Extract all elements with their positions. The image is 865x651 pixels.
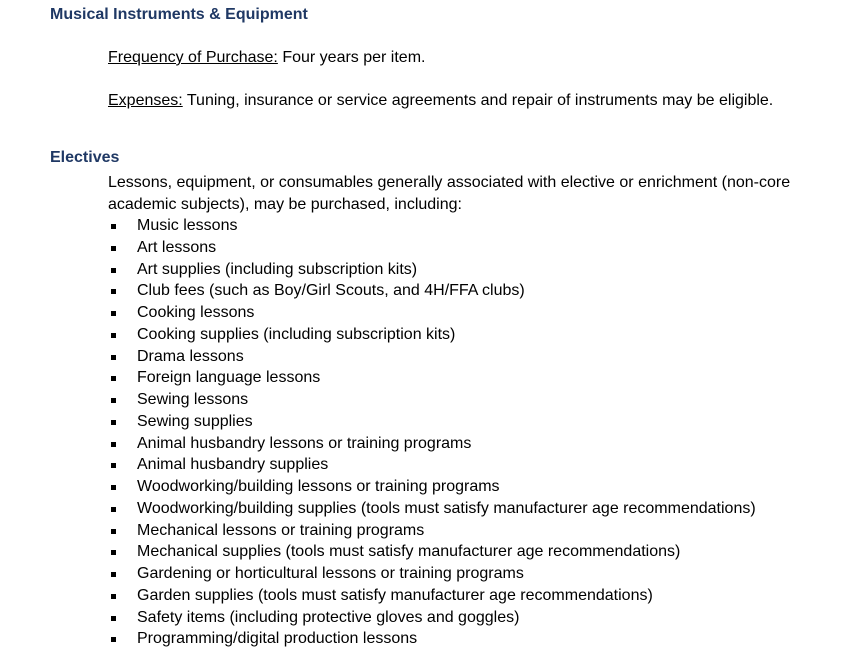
- elective-item-text: Sewing lessons: [137, 391, 249, 408]
- elective-item-text: Animal husbandry supplies: [137, 456, 329, 474]
- elective-list-item: [108, 541, 756, 563]
- elective-list-item: [108, 346, 756, 368]
- square-bullet-icon: [111, 224, 116, 229]
- elective-list-item: [108, 607, 756, 629]
- elective-item-text: Gardening or horticultural lessons or training programs: [137, 565, 524, 582]
- elective-item-text: Garden supplies (tools must satisfy manufacturer age recommendations): [137, 586, 653, 604]
- elective-list-item: [108, 498, 756, 520]
- square-bullet-icon: [111, 463, 116, 468]
- elective-item-text: Safety items (including protective gloves and goggles): [137, 608, 520, 626]
- elective-item-text: Programming/digital production lessons: [137, 630, 418, 648]
- elective-list-item: [108, 411, 756, 433]
- square-bullet-icon: [111, 572, 116, 577]
- elective-item-text: Club fees (such as Boy/Girl Scouts, and 4H/FFA clubs): [137, 282, 525, 300]
- square-bullet-icon: [111, 442, 116, 447]
- square-bullet-icon: [111, 311, 116, 316]
- elective-item-text: Woodworking/building lessons or training programs: [137, 478, 500, 495]
- square-bullet-icon: [111, 594, 116, 599]
- square-bullet-icon: [111, 398, 116, 403]
- elective-list-item: [108, 215, 756, 237]
- elective-item-text: Art lessons: [137, 238, 217, 256]
- frequency-text: Four years per item.: [277, 49, 426, 66]
- elective-item-text: Music lessons: [137, 217, 238, 234]
- square-bullet-icon: [111, 485, 116, 490]
- square-bullet-icon: [111, 289, 116, 294]
- square-bullet-icon: [111, 529, 116, 534]
- elective-item-text: Art supplies (including subscription kits): [137, 260, 418, 278]
- elective-item-text: Mechanical lessons or training programs: [137, 521, 425, 539]
- elective-list-item: [108, 628, 756, 650]
- square-bullet-icon: [111, 420, 116, 425]
- elective-list-item: [108, 302, 756, 324]
- expenses-text: Tuning, insurance or service agreements and repair of instruments may be eligible.: [182, 92, 774, 109]
- elective-item-text: Cooking lessons: [137, 304, 255, 321]
- elective-item-text: Animal husbandry lessons or training programs: [137, 434, 472, 452]
- elective-list-item: [108, 367, 756, 389]
- frequency-line: [108, 48, 425, 68]
- square-bullet-icon: [111, 268, 116, 273]
- square-bullet-icon: [111, 376, 116, 381]
- expenses-label: Expenses:: [108, 92, 183, 109]
- elective-list-item: [108, 280, 756, 302]
- elective-item-text: Sewing supplies: [137, 412, 253, 430]
- elective-item-text: Mechanical supplies (tools must satisfy manufacturer age recommendations): [137, 543, 681, 561]
- expenses-line: [108, 91, 773, 111]
- elective-list-item: [108, 563, 756, 585]
- elective-item-text: Foreign language lessons: [137, 369, 321, 387]
- elective-item-text: Cooking supplies (including subscription kits): [137, 325, 456, 343]
- elective-list-item: [108, 454, 756, 476]
- square-bullet-icon: [111, 333, 116, 338]
- elective-item-text: Drama lessons: [137, 347, 244, 365]
- elective-list-item: [108, 520, 756, 542]
- square-bullet-icon: [111, 355, 116, 360]
- elective-list-item: [108, 324, 756, 346]
- elective-list-item: [108, 389, 756, 411]
- square-bullet-icon: [111, 507, 116, 512]
- square-bullet-icon: [111, 616, 116, 621]
- musical-instruments-heading: Musical Instruments & Equipment: [50, 6, 308, 23]
- elective-list-item: [108, 237, 756, 259]
- elective-list-item: [108, 476, 756, 498]
- electives-list: [108, 215, 756, 650]
- elective-list-item: [108, 585, 756, 607]
- square-bullet-icon: [111, 246, 116, 251]
- electives-heading: Electives: [50, 149, 120, 166]
- elective-list-item: [108, 259, 756, 281]
- electives-intro: Lessons, equipment, or consumables generally associated with elective or enrichment (non-core academic subjects), may be purchased, including:: [108, 174, 791, 213]
- square-bullet-icon: [111, 637, 116, 642]
- elective-list-item: [108, 433, 756, 455]
- frequency-label: Frequency of Purchase:: [108, 49, 278, 66]
- elective-item-text: Woodworking/building supplies (tools must satisfy manufacturer age recommendations): [137, 499, 756, 517]
- square-bullet-icon: [111, 550, 116, 555]
